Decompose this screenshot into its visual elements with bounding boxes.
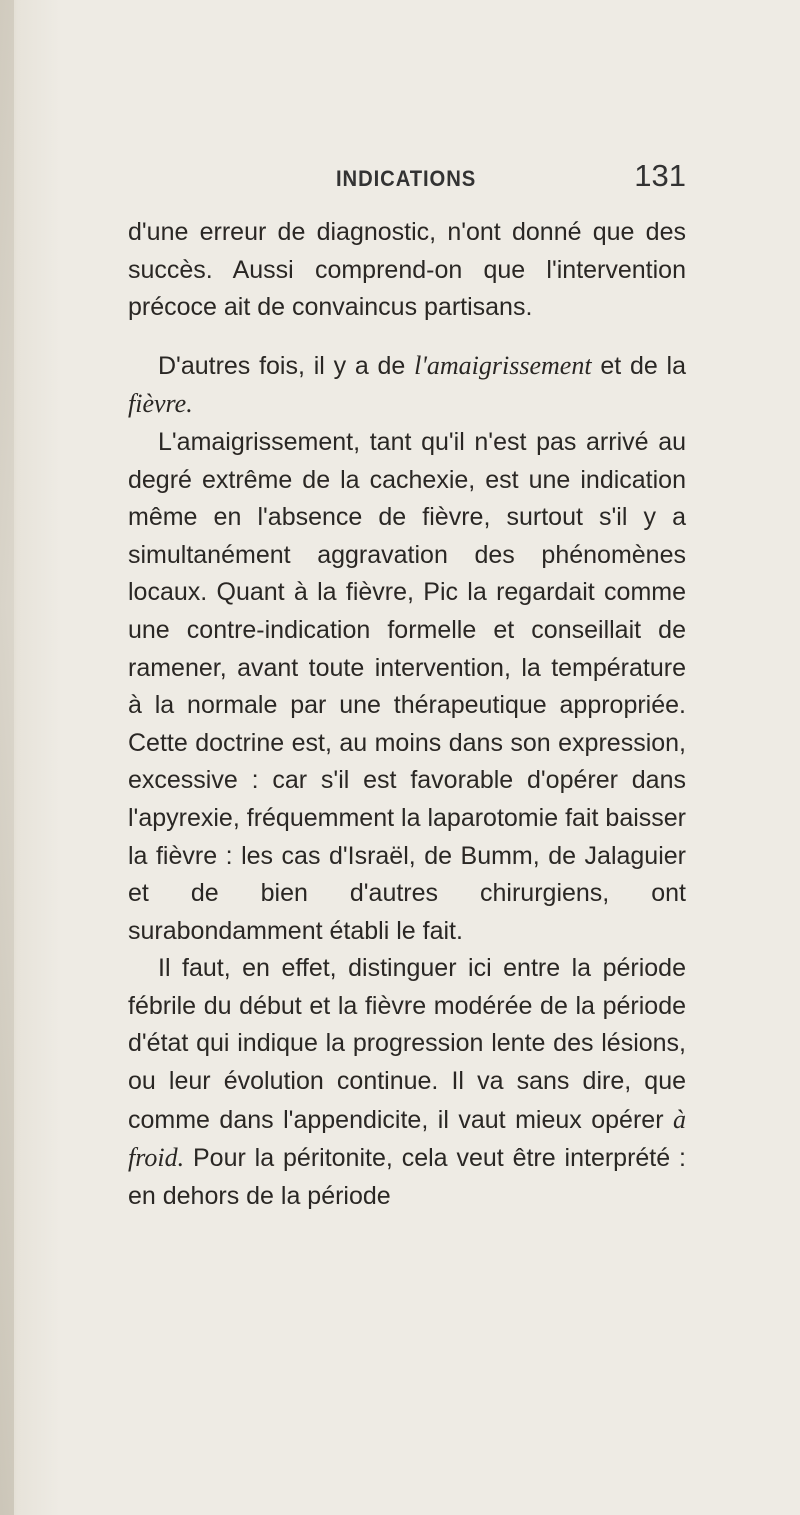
page-header: [336, 160, 686, 200]
paragraph-2-emphasis-2: fièvre.: [128, 389, 193, 419]
paragraph-2-emphasis: l'amaigrissement: [414, 350, 592, 380]
paragraph-2: [128, 347, 686, 424]
paragraph-4-emphasis: à froid.: [128, 1104, 686, 1173]
page-binding-edge: [0, 0, 14, 1515]
paragraph-4-text-a: Il faut, en effet, distinguer ici entre la période fébrile du début et la fièvre modérée de la période d'état qui indique la progression lente des lésions, ou leur évolution continue. Il va sans dire, que comme dans l'appendicite, il vaut mieux opérer: [128, 954, 686, 1134]
running-title: INDICATIONS: [336, 166, 477, 191]
body-text: [128, 214, 686, 1215]
paragraph-3: L'amaigrissement, tant qu'il n'est pas arrivé au degré extrême de la cachexie, est une indication même en l'absence de fièvre, surtout s'il y a simultanément aggravation des phénomènes locaux. Quant à la fièvre, Pic la regardait comme une contre-indication formelle et conseillait de ramener, avant toute intervention, la température à la normale par une thérapeutique appropriée. Cette doctrine est, au moins dans son expression, excessive : car s'il est favorable d'opérer dans l'apyrexie, fréquemment la laparotomie fait baisser la fièvre : les cas d'Israël, de Bumm, de Jalaguier et de bien d'autres chirurgiens, ont surabondamment établi le fait.: [128, 427, 686, 945]
paragraph-4-text-b: Pour la péritonite, cela veut être interprété : en dehors de la période: [128, 1144, 686, 1210]
paragraph-2-text-a: D'autres fois, il y a de: [158, 351, 415, 380]
paragraph-4: [128, 950, 686, 1215]
paragraph-2-text-b: et de la: [591, 351, 687, 380]
page-number: 131: [634, 158, 686, 193]
paragraph-1: d'une erreur de diagnostic, n'ont donné que des succès. Aussi comprend-on que l'intervention précoce ait de convaincus partisans.: [128, 218, 686, 322]
